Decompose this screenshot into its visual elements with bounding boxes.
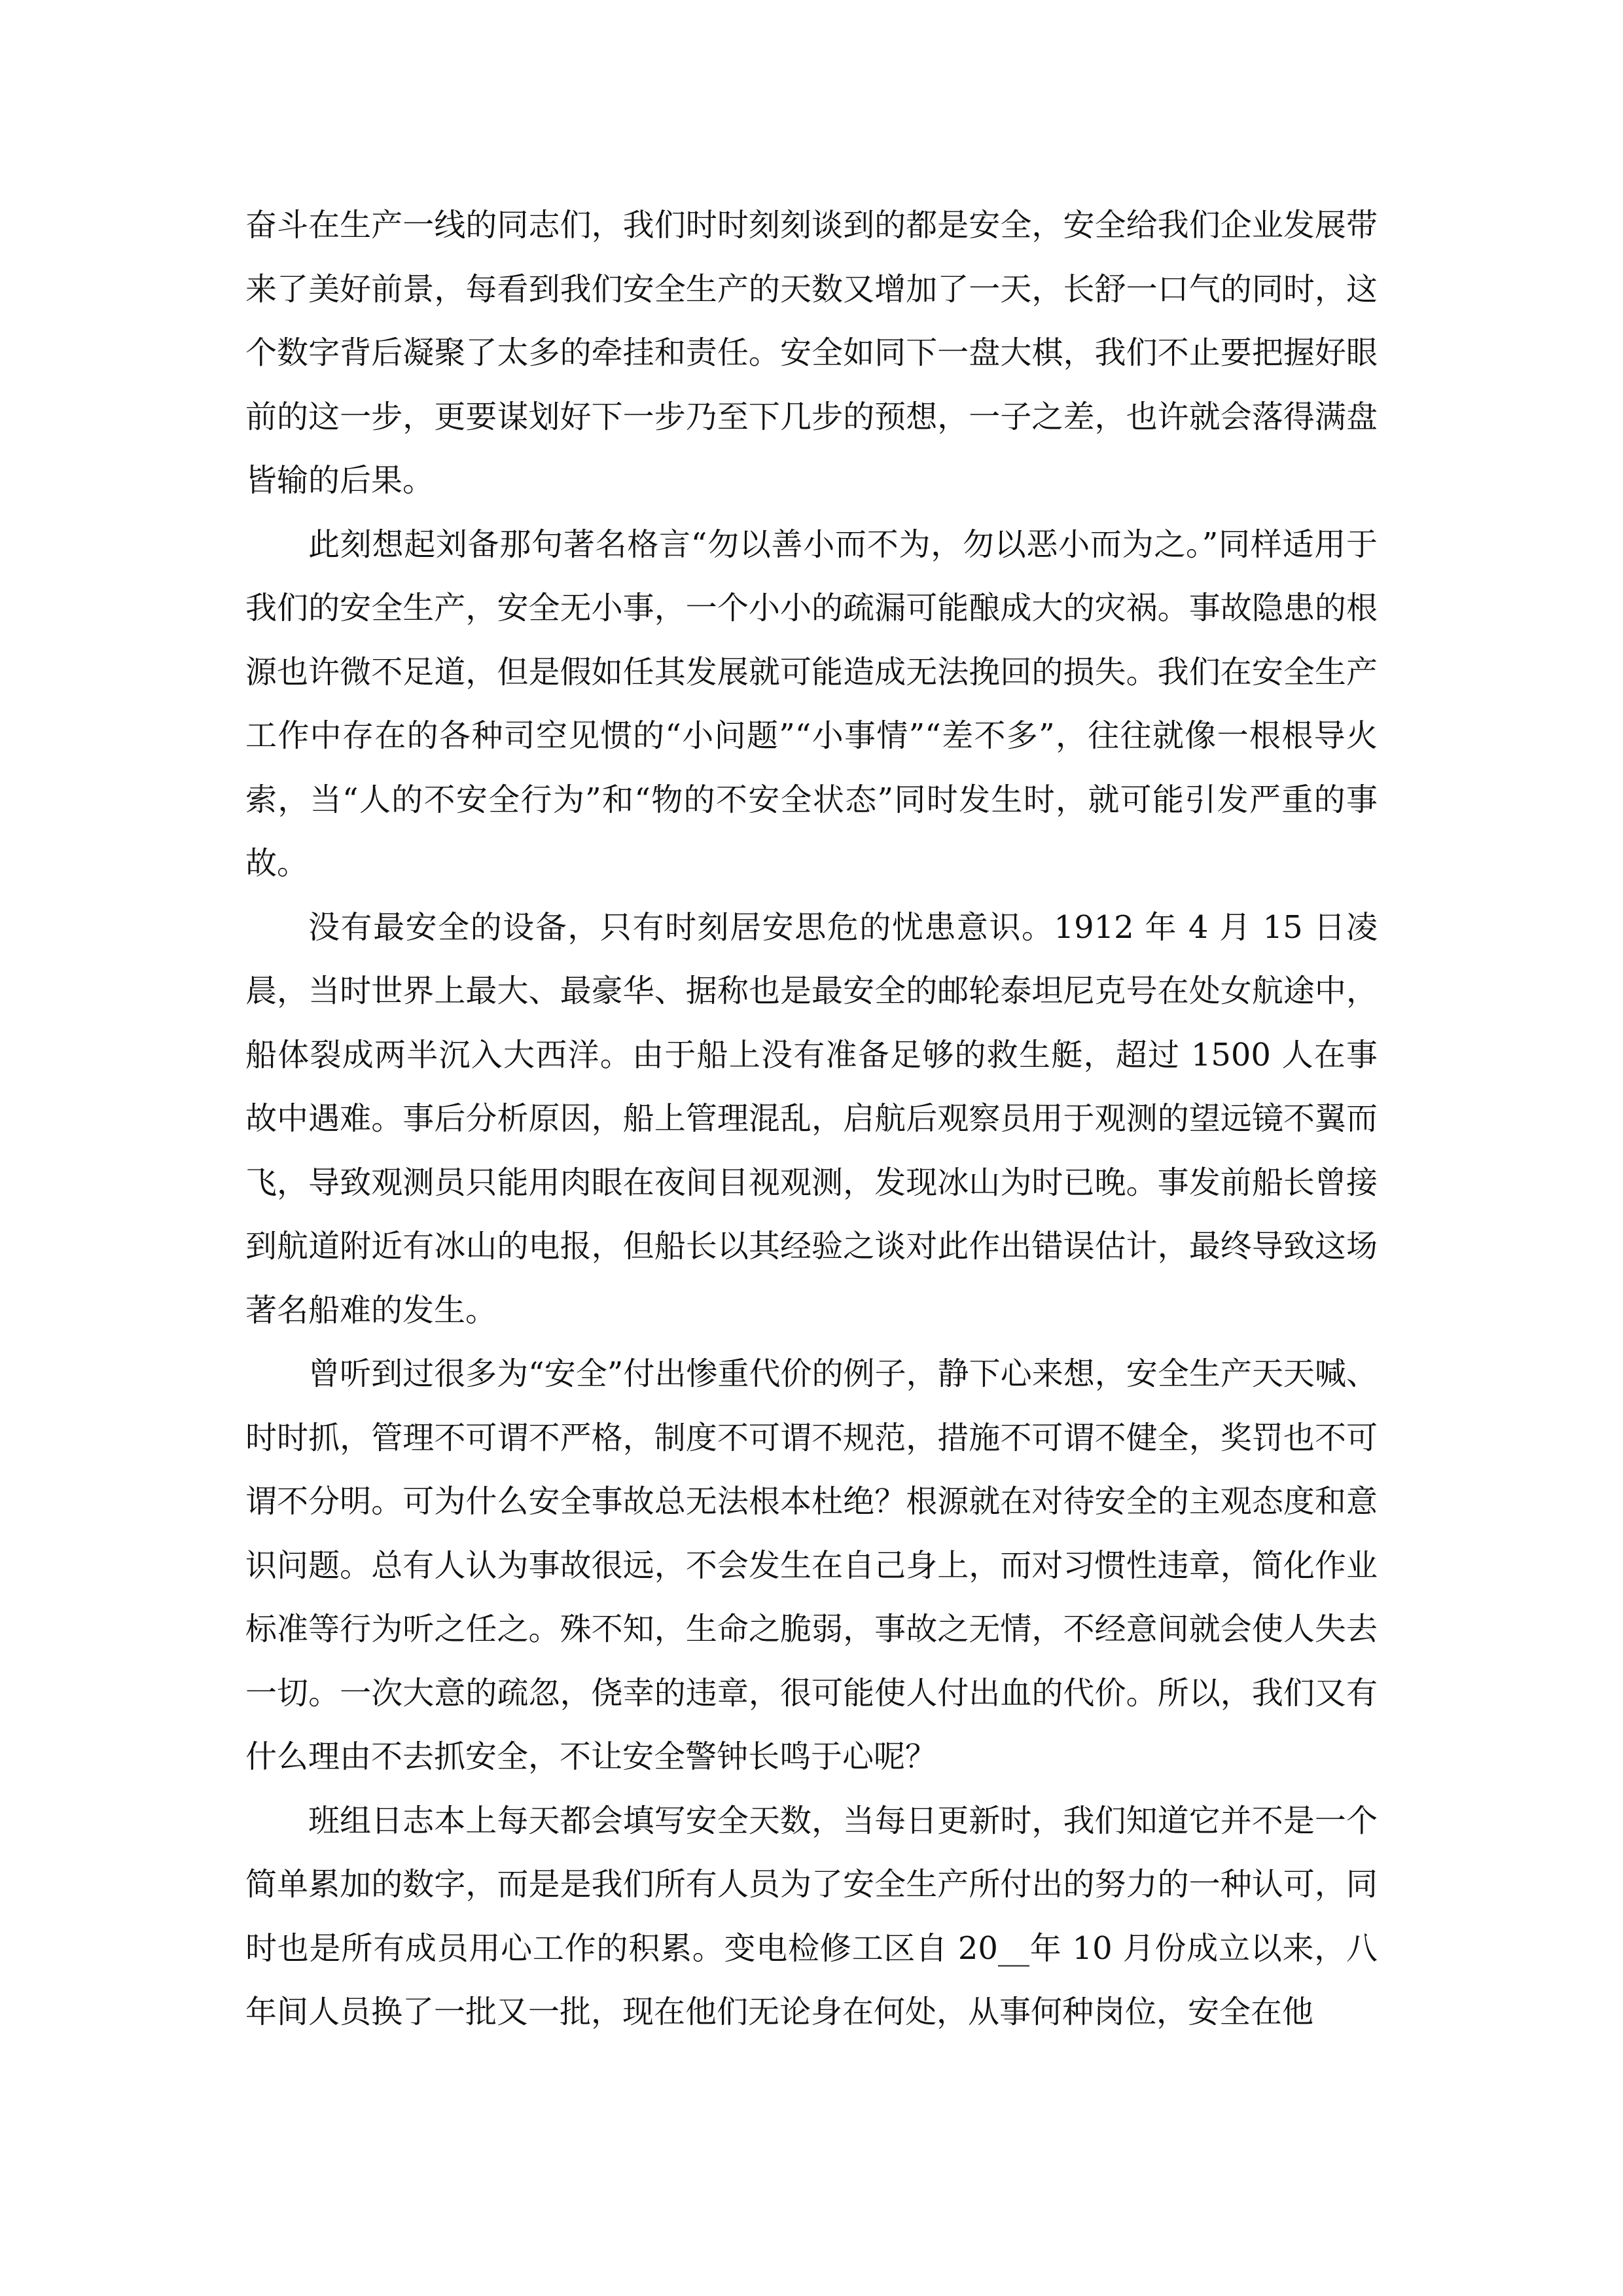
paragraph-4: 曾听到过很多为“安全”付出惨重代价的例子，静下心来想，安全生产天天喊、时时抓，管理不可谓不严格，制度不可谓不规范，措施不可谓不健全，奖罚也不可谓不分明。可为什么安全事故总无法根本杜绝？根源就在对待安全的主观态度和意识问题。总有人认为事故很远，不会发生在自己身上，而对习惯性违章，简化作业标准等行为听之任之。殊不知，生命之脆弱，事故之无情，不经意间就会使人失去一切。一次大意的疏忽，侥幸的违章，很可能使人付出血的代价。所以，我们又有什么理由不去抓安全，不让安全警钟长鸣于心呢？ (245, 1355, 1378, 1775)
paragraph-5: 班组日志本上每天都会填写安全天数，当每日更新时，我们知道它并不是一个简单累加的数字，而是是我们所有人员为了安全生产所付出的努力的一种认可，同时也是所有成员用心工作的积累。变电检修工区自 20__年 10 月份成立以来，八年间人员换了一批又一批，现在他们无论身在何处，从事何种岗位，安全在他 (245, 1802, 1378, 2030)
paragraph-1: 奋斗在生产一线的同志们，我们时时刻刻谈到的都是安全，安全给我们企业发展带来了美好前景，每看到我们安全生产的天数又增加了一天，长舒一口气的同时，这个数字背后凝聚了太多的牵挂和责任。安全如同下一盘大棋，我们不止要把握好眼前的这一步，更要谋划好下一步乃至下几步的预想，一子之差，也许就会落得满盘皆输的后果。 (245, 207, 1378, 499)
paragraph-3: 没有最安全的设备，只有时刻居安思危的忧患意识。1912 年 4 月 15 日凌晨，当时世界上最大、最豪华、据称也是最安全的邮轮泰坦尼克号在处女航途中，船体裂成两半沉入大西洋。由于船上没有准备足够的救生艇，超过 1500 人在事故中遇难。事后分析原因，船上管理混乱，启航后观察员用于观测的望远镜不翼而飞，导致观测员只能用肉眼在夜间目视观测，发现冰山为时已晚。事发前船长曾接到航道附近有冰山的电报，但船长以其经验之谈对此作出错误估计，最终导致这场著名船难的发生。 (245, 908, 1378, 1329)
document-body (245, 194, 1378, 2045)
paragraph-2: 此刻想起刘备那句著名格言“勿以善小而不为，勿以恶小而为之。”同样适用于我们的安全生产，安全无小事，一个小小的疏漏可能酿成大的灾祸。事故隐患的根源也许微不足道，但是假如任其发展就可能造成无法挽回的损失。我们在安全生产工作中存在的各种司空见惯的“小问题”“小事情”“差不多”，往往就像一根根导火索，当“人的不安全行为”和“物的不安全状态”同时发生时，就可能引发严重的事故。 (245, 526, 1378, 882)
